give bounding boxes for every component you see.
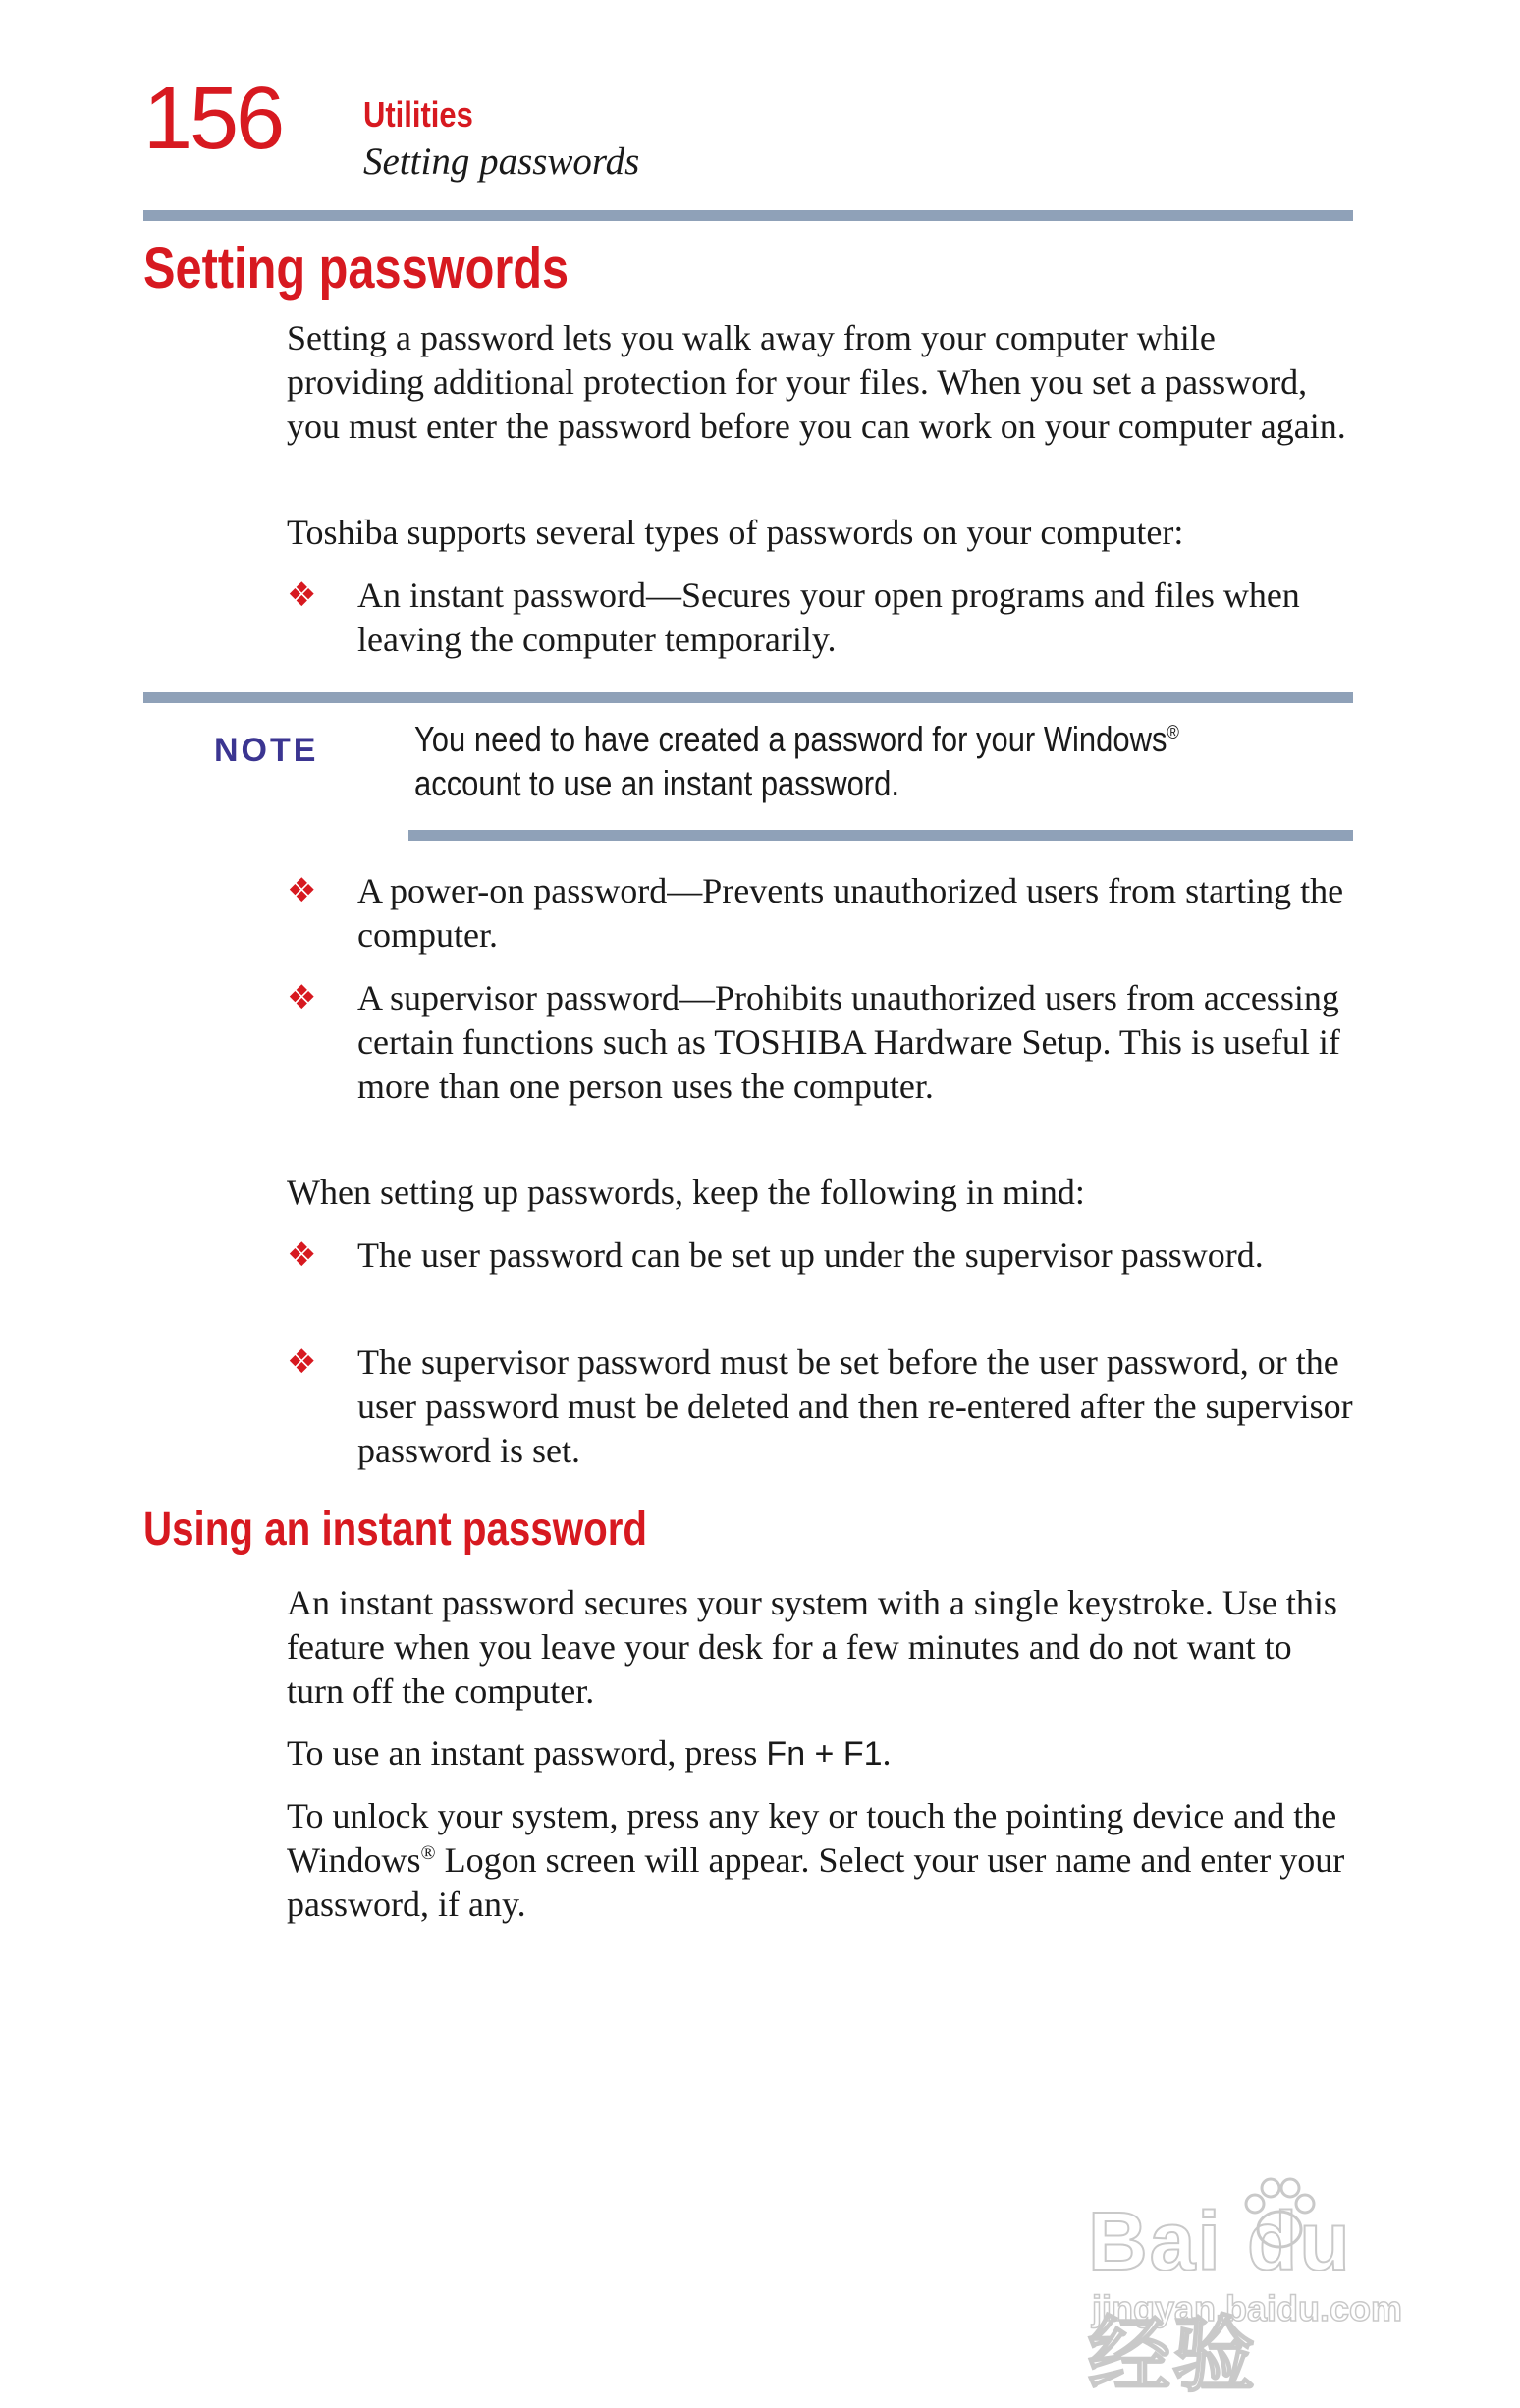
bullet-diamond-icon: ❖ <box>287 1235 317 1275</box>
note-top-rule <box>143 692 1353 703</box>
instant-password-paragraph: An instant password secures your system with a single keystroke. Use this feature when you leave your desk for a few minutes and do not want to turn off the computer. <box>287 1583 1337 1711</box>
page-number: 156 <box>143 70 283 168</box>
keep-in-mind-paragraph: When setting up passwords, keep the following in mind: <box>287 1173 1085 1212</box>
note-label: NOTE <box>214 732 319 769</box>
bullet-diamond-icon: ❖ <box>287 1342 317 1382</box>
bullet-text: The supervisor password must be set before the user password, or the user password must be deleted and then re-entered after the supervisor password is set. <box>357 1342 1353 1470</box>
unlock-text-start: To unlock your system, press any key or touch the pointing device and the Windows <box>287 1796 1337 1880</box>
unlock-text-end: Logon screen will appear. Select your user name and enter your password, if any. <box>287 1840 1345 1924</box>
types-intro-paragraph: Toshiba supports several types of passwords on your computer: <box>287 513 1184 552</box>
note-text-start: You need to have created a password for your Windows <box>414 719 1167 759</box>
intro-paragraph: Setting a password lets you walk away from your computer while providing additional protection for your files. When you set a password, you must enter the password before you can work on your computer again. <box>287 318 1346 446</box>
unlock-paragraph <box>287 1794 1357 1927</box>
running-header-section: Utilities <box>363 94 473 135</box>
note-text-end: account to use an instant password. <box>414 763 899 803</box>
bullet-text: A supervisor password—Prohibits unauthorized users from accessing certain functions such as TOSHIBA Hardware Setup. This is useful if more than one person uses the computer. <box>357 978 1340 1106</box>
bullet-text: An instant password—Secures your open programs and files when leaving the computer temporarily. <box>357 575 1300 659</box>
watermark-url: jingyan.baidu.com <box>1092 2288 1403 2328</box>
bullet-text: The user password can be set up under the supervisor password. <box>357 1235 1264 1275</box>
fn-f1-text-end: . <box>882 1733 892 1773</box>
section-title-using-instant-password: Using an instant password <box>143 1504 648 1556</box>
registered-mark: ® <box>420 1842 436 1864</box>
bullet-text: A power-on password—Prevents unauthorized users from starting the computer. <box>357 871 1344 955</box>
bullet-diamond-icon: ❖ <box>287 575 317 615</box>
registered-mark: ® <box>1167 722 1179 743</box>
key-combination: Fn + F1 <box>766 1735 883 1773</box>
note-bottom-rule <box>408 830 1353 841</box>
watermark <box>1088 2170 1441 2401</box>
bullet-diamond-icon: ❖ <box>287 978 317 1017</box>
fn-f1-paragraph <box>287 1731 1357 1777</box>
running-header-topic: Setting passwords <box>363 140 640 183</box>
section-title-setting-passwords: Setting passwords <box>143 237 570 301</box>
fn-f1-text-start: To use an instant password, press <box>287 1733 767 1773</box>
watermark-logo: Bai du 经验 <box>1088 2195 1352 2401</box>
bullet-diamond-icon: ❖ <box>287 871 317 910</box>
header-rule <box>143 210 1353 221</box>
note-text <box>414 717 1225 805</box>
